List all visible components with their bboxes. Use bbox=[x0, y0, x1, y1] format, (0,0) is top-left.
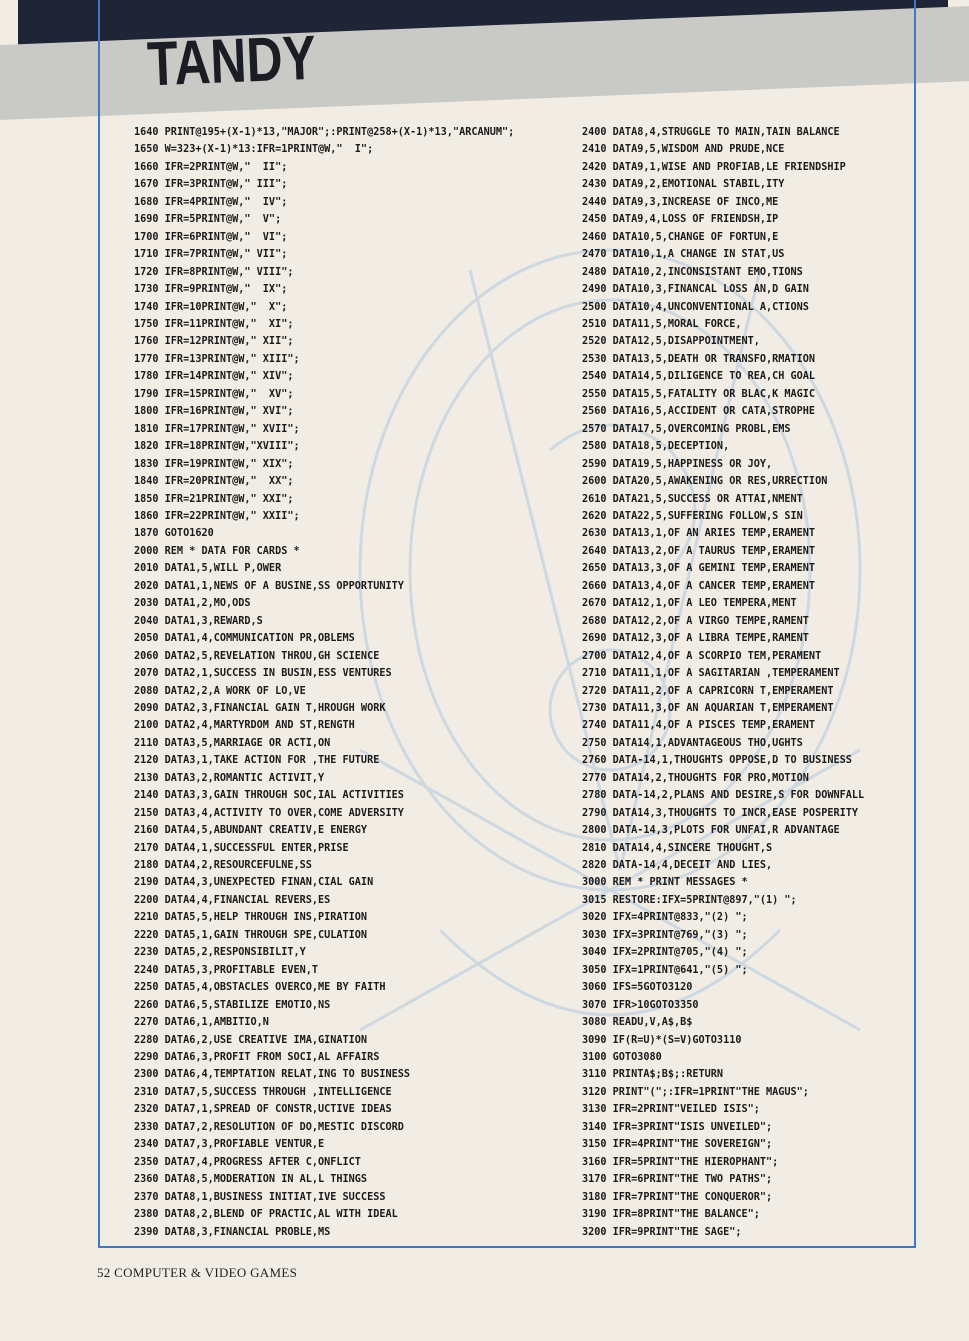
code-line: 2580 DATA18,5,DECEPTION, bbox=[582, 441, 730, 453]
code-line: 2340 DATA7,3,PROFIABLE VENTUR,E bbox=[134, 1139, 325, 1151]
code-line: 1710 IFR=7PRINT@W," VII"; bbox=[134, 249, 288, 261]
code-line: 2020 DATA1,1,NEWS OF A BUSINE,SS OPPORTUNITY bbox=[134, 580, 404, 592]
code-line: 2550 DATA15,5,FATALITY OR BLAC,K MAGIC bbox=[582, 388, 816, 400]
page-number: 52 bbox=[97, 1265, 111, 1280]
code-line: 2650 DATA13,3,OF A GEMINI TEMP,ERAMENT bbox=[582, 563, 816, 575]
code-line: 3020 IFX=4PRINT@833,"(2) "; bbox=[582, 912, 748, 924]
code-line: 2330 DATA7,2,RESOLUTION OF DO,MESTIC DISCORD bbox=[134, 1121, 404, 1133]
code-line: 2220 DATA5,1,GAIN THROUGH SPE,CULATION bbox=[134, 929, 368, 941]
code-line: 2450 DATA9,4,LOSS OF FRIENDSH,IP bbox=[582, 214, 779, 226]
listing-column-right bbox=[582, 124, 912, 1241]
code-line: 2350 DATA7,4,PROGRESS AFTER C,ONFLICT bbox=[134, 1156, 361, 1168]
code-line: 2070 DATA2,1,SUCCESS IN BUSIN,ESS VENTURES bbox=[134, 668, 392, 680]
code-line: 2230 DATA5,2,RESPONSIBILIT,Y bbox=[134, 947, 306, 959]
code-line: 1770 IFR=13PRINT@W," XIII"; bbox=[134, 353, 300, 365]
code-line: 2190 DATA4,3,UNEXPECTED FINAN,CIAL GAIN bbox=[134, 877, 374, 889]
code-line: 3040 IFX=2PRINT@705,"(4) "; bbox=[582, 947, 748, 959]
code-line: 2000 REM * DATA FOR CARDS * bbox=[134, 545, 300, 557]
code-line: 1700 IFR=6PRINT@W," VI"; bbox=[134, 231, 288, 243]
code-line: 2500 DATA10,4,UNCONVENTIONAL A,CTIONS bbox=[582, 301, 809, 313]
code-line: 2810 DATA14,4,SINCERE THOUGHT,S bbox=[582, 842, 773, 854]
code-line: 1730 IFR=9PRINT@W," IX"; bbox=[134, 284, 288, 296]
code-line: 2420 DATA9,1,WISE AND PROFIAB,LE FRIENDSHIP bbox=[582, 161, 846, 173]
code-line: 2140 DATA3,3,GAIN THROUGH SOC,IAL ACTIVITIES bbox=[134, 790, 404, 802]
code-line: 2530 DATA13,5,DEATH OR TRANSFO,RMATION bbox=[582, 353, 816, 365]
code-line: 2430 DATA9,2,EMOTIONAL STABIL,ITY bbox=[582, 179, 785, 191]
code-line: 2080 DATA2,2,A WORK OF LO,VE bbox=[134, 685, 306, 697]
code-line: 3190 IFR=8PRINT"THE BALANCE"; bbox=[582, 1209, 760, 1221]
code-line: 2270 DATA6,1,AMBITIO,N bbox=[134, 1017, 269, 1029]
code-line: 1660 IFR=2PRINT@W," II"; bbox=[134, 161, 288, 173]
code-line: 1860 IFR=22PRINT@W," XXII"; bbox=[134, 510, 300, 522]
code-line: 2180 DATA4,2,RESOURCEFULNE,SS bbox=[134, 860, 312, 872]
code-line: 2210 DATA5,5,HELP THROUGH INS,PIRATION bbox=[134, 912, 368, 924]
code-line: 2160 DATA4,5,ABUNDANT CREATIV,E ENERGY bbox=[134, 825, 368, 837]
code-line: 3110 PRINTA$;B$;:RETURN bbox=[582, 1069, 724, 1081]
code-line: 2170 DATA4,1,SUCCESSFUL ENTER,PRISE bbox=[134, 842, 349, 854]
code-line: 1750 IFR=11PRINT@W," XI"; bbox=[134, 318, 294, 330]
code-line: 2090 DATA2,3,FINANCIAL GAIN T,HROUGH WORK bbox=[134, 702, 386, 714]
code-line: 1790 IFR=15PRINT@W," XV"; bbox=[134, 388, 294, 400]
code-line: 3090 IF(R=U)*(S=V)GOTO3110 bbox=[582, 1034, 742, 1046]
code-line: 2460 DATA10,5,CHANGE OF FORTUN,E bbox=[582, 231, 779, 243]
code-line: 2610 DATA21,5,SUCCESS OR ATTAI,NMENT bbox=[582, 493, 803, 505]
code-line: 1690 IFR=5PRINT@W," V"; bbox=[134, 214, 282, 226]
code-line: 1820 IFR=18PRINT@W,"XVIII"; bbox=[134, 441, 300, 453]
code-line: 2280 DATA6,2,USE CREATIVE IMA,GINATION bbox=[134, 1034, 368, 1046]
code-line: 2310 DATA7,5,SUCCESS THROUGH ,INTELLIGENCE bbox=[134, 1086, 392, 1098]
code-line: 3070 IFR>10GOTO3350 bbox=[582, 999, 699, 1011]
code-line: 2700 DATA12,4,OF A SCORPIO TEM,PERAMENT bbox=[582, 650, 822, 662]
code-line: 2720 DATA11,2,OF A CAPRICORN T,EMPERAMENT bbox=[582, 685, 834, 697]
code-line: 2030 DATA1,2,MO,ODS bbox=[134, 598, 251, 610]
code-line: 1760 IFR=12PRINT@W," XII"; bbox=[134, 336, 294, 348]
code-line: 2060 DATA2,5,REVELATION THROU,GH SCIENCE bbox=[134, 650, 380, 662]
code-line: 1670 IFR=3PRINT@W," III"; bbox=[134, 179, 288, 191]
code-line: 2290 DATA6,3,PROFIT FROM SOCI,AL AFFAIRS bbox=[134, 1052, 380, 1064]
code-line: 3130 IFR=2PRINT"VEILED ISIS"; bbox=[582, 1104, 760, 1116]
code-line: 2110 DATA3,5,MARRIAGE OR ACTI,ON bbox=[134, 737, 331, 749]
code-line: 2490 DATA10,3,FINANCAL LOSS AN,D GAIN bbox=[582, 284, 809, 296]
code-line: 2100 DATA2,4,MARTYRDOM AND ST,RENGTH bbox=[134, 720, 355, 732]
code-line: 3100 GOTO3080 bbox=[582, 1052, 662, 1064]
code-line: 3160 IFR=5PRINT"THE HIEROPHANT"; bbox=[582, 1156, 779, 1168]
code-line: 1680 IFR=4PRINT@W," IV"; bbox=[134, 196, 288, 208]
magazine-title: COMPUTER & VIDEO GAMES bbox=[114, 1265, 298, 1280]
code-line: 1830 IFR=19PRINT@W," XIX"; bbox=[134, 458, 294, 470]
code-line: 2050 DATA1,4,COMMUNICATION PR,OBLEMS bbox=[134, 633, 355, 645]
code-line: 3050 IFX=1PRINT@641,"(5) "; bbox=[582, 964, 748, 976]
code-line: 3200 IFR=9PRINT"THE SAGE"; bbox=[582, 1226, 742, 1238]
code-line: 2640 DATA13,2,OF A TAURUS TEMP,ERAMENT bbox=[582, 545, 816, 557]
code-line: 1640 PRINT@195+(X-1)*13,"MAJOR";:PRINT@258+(X-1)*13,"ARCANUM"; bbox=[134, 127, 515, 138]
code-line: 2120 DATA3,1,TAKE ACTION FOR ,THE FUTURE bbox=[134, 755, 380, 767]
code-line: 3170 IFR=6PRINT"THE TWO PATHS"; bbox=[582, 1174, 773, 1186]
code-line: 2690 DATA12,3,OF A LIBRA TEMPE,RAMENT bbox=[582, 633, 809, 645]
code-line: 2750 DATA14,1,ADVANTAGEOUS THO,UGHTS bbox=[582, 737, 803, 749]
code-line: 2150 DATA3,4,ACTIVITY TO OVER,COME ADVERSITY bbox=[134, 807, 404, 819]
code-line: 1850 IFR=21PRINT@W," XXI"; bbox=[134, 493, 294, 505]
code-line: 3120 PRINT"(";:IFR=1PRINT"THE MAGUS"; bbox=[582, 1086, 809, 1098]
code-line: 2250 DATA5,4,OBSTACLES OVERCO,ME BY FAITH bbox=[134, 982, 386, 994]
code-line: 1650 W=323+(X-1)*13:IFR=1PRINT@W," I"; bbox=[134, 144, 374, 156]
code-line: 2790 DATA14,3,THOUGHTS TO INCR,EASE POSPERITY bbox=[582, 807, 859, 819]
code-line: 2800 DATA-14,3,PLOTS FOR UNFAI,R ADVANTAGE bbox=[582, 825, 840, 837]
code-line: 3180 IFR=7PRINT"THE CONQUEROR"; bbox=[582, 1191, 773, 1203]
code-line: 2040 DATA1,3,REWARD,S bbox=[134, 615, 263, 627]
code-line: 3150 IFR=4PRINT"THE SOVEREIGN"; bbox=[582, 1139, 773, 1151]
brand-logo: TANDY bbox=[146, 22, 318, 100]
code-line: 3060 IFS=5GOTO3120 bbox=[582, 982, 693, 994]
code-line: 2440 DATA9,3,INCREASE OF INCO,ME bbox=[582, 196, 779, 208]
code-line: 3015 RESTORE:IFX=5PRINT@897,"(1) "; bbox=[582, 894, 797, 906]
listing-column-left bbox=[134, 124, 574, 1241]
code-line: 1800 IFR=16PRINT@W," XVI"; bbox=[134, 406, 294, 418]
code-line: 1840 IFR=20PRINT@W," XX"; bbox=[134, 476, 294, 488]
page-footer bbox=[97, 1265, 297, 1281]
code-line: 1870 GOTO1620 bbox=[134, 528, 214, 540]
code-line: 2010 DATA1,5,WILL P,OWER bbox=[134, 563, 282, 575]
code-line: 2590 DATA19,5,HAPPINESS OR JOY, bbox=[582, 458, 773, 470]
code-line: 3000 REM * PRINT MESSAGES * bbox=[582, 877, 748, 889]
code-line: 1780 IFR=14PRINT@W," XIV"; bbox=[134, 371, 294, 383]
code-line: 2680 DATA12,2,OF A VIRGO TEMPE,RAMENT bbox=[582, 615, 809, 627]
code-line: 2560 DATA16,5,ACCIDENT OR CATA,STROPHE bbox=[582, 406, 816, 418]
code-line: 2620 DATA22,5,SUFFERING FOLLOW,S SIN bbox=[582, 510, 803, 522]
code-line: 3140 IFR=3PRINT"ISIS UNVEILED"; bbox=[582, 1121, 773, 1133]
code-line: 2740 DATA11,4,OF A PISCES TEMP,ERAMENT bbox=[582, 720, 816, 732]
code-line: 2400 DATA8,4,STRUGGLE TO MAIN,TAIN BALANCE bbox=[582, 127, 840, 138]
code-line: 2660 DATA13,4,OF A CANCER TEMP,ERAMENT bbox=[582, 580, 816, 592]
code-line: 1720 IFR=8PRINT@W," VIII"; bbox=[134, 266, 294, 278]
code-line: 2260 DATA6,5,STABILIZE EMOTIO,NS bbox=[134, 999, 331, 1011]
code-line: 2730 DATA11,3,OF AN AQUARIAN T,EMPERAMENT bbox=[582, 702, 834, 714]
code-line: 2710 DATA11,1,OF A SAGITARIAN ,TEMPERAMENT bbox=[582, 668, 840, 680]
code-line: 2570 DATA17,5,OVERCOMING PROBL,EMS bbox=[582, 423, 791, 435]
code-line: 2820 DATA-14,4,DECEIT AND LIES, bbox=[582, 860, 773, 872]
code-line: 2390 DATA8,3,FINANCIAL PROBLE,MS bbox=[134, 1226, 331, 1238]
code-line: 2470 DATA10,1,A CHANGE IN STAT,US bbox=[582, 249, 785, 261]
code-line: 2630 DATA13,1,OF AN ARIES TEMP,ERAMENT bbox=[582, 528, 816, 540]
code-line: 2370 DATA8,1,BUSINESS INITIAT,IVE SUCCESS bbox=[134, 1191, 386, 1203]
code-line: 2760 DATA-14,1,THOUGHTS OPPOSE,D TO BUSINESS bbox=[582, 755, 852, 767]
code-line: 2240 DATA5,3,PROFITABLE EVEN,T bbox=[134, 964, 319, 976]
code-line: 3030 IFX=3PRINT@769,"(3) "; bbox=[582, 929, 748, 941]
code-line: 2520 DATA12,5,DISAPPOINTMENT, bbox=[582, 336, 760, 348]
code-line: 2770 DATA14,2,THOUGHTS FOR PRO,MOTION bbox=[582, 772, 809, 784]
code-line: 2410 DATA9,5,WISDOM AND PRUDE,NCE bbox=[582, 144, 785, 156]
code-line: 3080 READU,V,A$,B$ bbox=[582, 1017, 693, 1029]
code-line: 2670 DATA12,1,OF A LEO TEMPERA,MENT bbox=[582, 598, 797, 610]
code-line: 2380 DATA8,2,BLEND OF PRACTIC,AL WITH IDEAL bbox=[134, 1209, 398, 1221]
code-line: 2480 DATA10,2,INCONSISTANT EMO,TIONS bbox=[582, 266, 803, 278]
code-line: 2300 DATA6,4,TEMPTATION RELAT,ING TO BUSINESS bbox=[134, 1069, 411, 1081]
code-line: 2320 DATA7,1,SPREAD OF CONSTR,UCTIVE IDEAS bbox=[134, 1104, 392, 1116]
code-line: 1740 IFR=10PRINT@W," X"; bbox=[134, 301, 288, 313]
code-line: 2600 DATA20,5,AWAKENING OR RES,URRECTION bbox=[582, 476, 828, 488]
code-line: 2540 DATA14,5,DILIGENCE TO REA,CH GOAL bbox=[582, 371, 816, 383]
code-line: 2780 DATA-14,2,PLANS AND DESIRE,S FOR DOWNFALL bbox=[582, 790, 865, 802]
code-line: 1810 IFR=17PRINT@W," XVII"; bbox=[134, 423, 300, 435]
code-line: 2360 DATA8,5,MODERATION IN AL,L THINGS bbox=[134, 1174, 368, 1186]
code-line: 2130 DATA3,2,ROMANTIC ACTIVIT,Y bbox=[134, 772, 325, 784]
code-line: 2200 DATA4,4,FINANCIAL REVERS,ES bbox=[134, 894, 331, 906]
code-line: 2510 DATA11,5,MORAL FORCE, bbox=[582, 318, 742, 330]
